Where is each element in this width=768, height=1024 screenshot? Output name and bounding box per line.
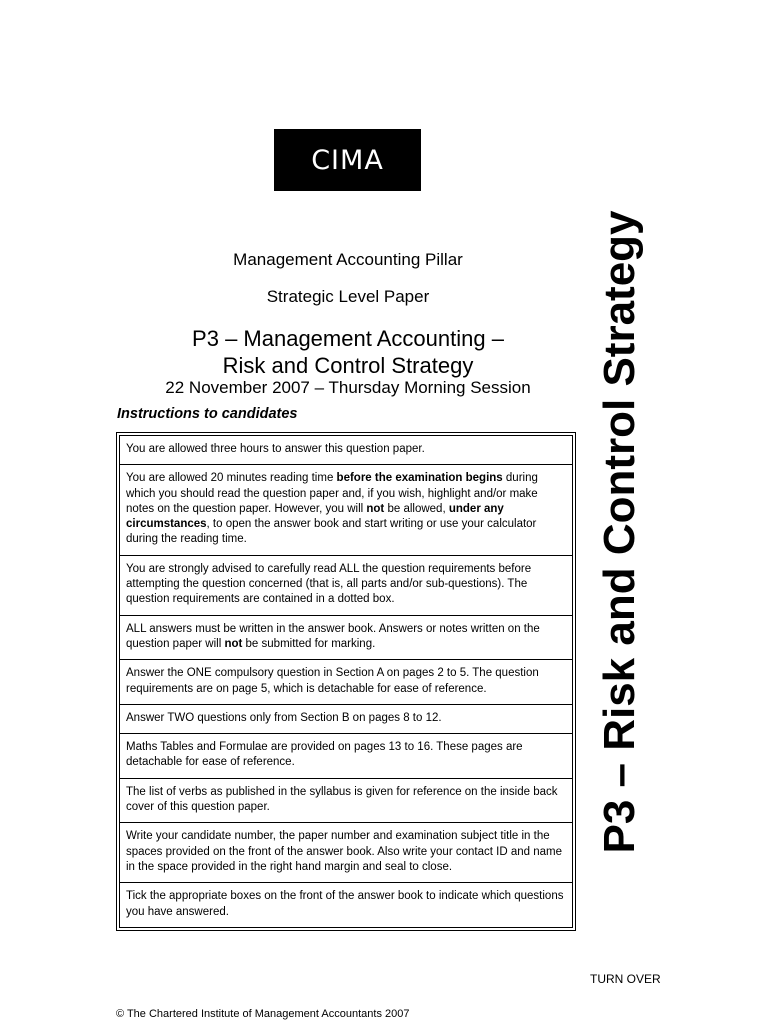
instructions-box: [116, 432, 576, 931]
turn-over-label: TURN OVER: [590, 972, 661, 986]
logo-text: CIMA: [311, 144, 384, 176]
instruction-text: ALL answers must be written in the answer book. Answers or notes written on the question paper will: [126, 622, 540, 650]
instruction-text: Tick the appropriate boxes on the front of the answer book to indicate which questions you have answered.: [126, 890, 564, 918]
instruction-text: Write your candidate number, the paper number and examination subject title in the spaces provided on the front of the answer book. Also write your contact ID and name in the space provided in the right hand margin and seal to close.: [126, 830, 562, 873]
instruction-text: be allowed,: [384, 502, 449, 515]
instruction-text: Answer the ONE compulsory question in Section A on pages 2 to 5. The question requirements are on page 5, which is detachable for ease of reference.: [126, 667, 539, 695]
instruction-text: during which you should read the question paper and, if you wish, highlight and/or make notes on the question paper. However, you will: [126, 472, 538, 515]
instruction-emphasis: under any circumstances: [126, 502, 504, 531]
instruction-emphasis: not: [224, 637, 243, 650]
instruction-item: [120, 822, 572, 882]
pillar-label: Management Accounting Pillar: [233, 250, 463, 269]
instruction-text: You are allowed three hours to answer this question paper.: [126, 443, 425, 455]
level-label: Strategic Level Paper: [266, 287, 430, 306]
instruction-text: The list of verbs as published in the syllabus is given for reference on the inside back cover of this question paper.: [126, 785, 558, 814]
cima-logo: [274, 129, 421, 191]
instruction-item: [120, 882, 572, 927]
exam-session: 22 November 2007 – Thursday Morning Session: [165, 378, 531, 397]
instruction-emphasis: not: [366, 502, 385, 515]
instruction-text: Answer TWO questions only from Section B on pages 8 to 12.: [126, 711, 442, 724]
paper-title-line2: Risk and Control Strategy: [222, 353, 474, 378]
instructions-heading: Instructions to candidates: [117, 406, 298, 422]
copyright-notice: © The Chartered Institute of Management Accountants 2007: [116, 1008, 410, 1020]
instruction-text: You are allowed 20 minutes reading time: [126, 472, 337, 485]
instruction-item: [120, 436, 572, 464]
instruction-item: [120, 704, 572, 733]
instruction-item: [120, 733, 572, 778]
instruction-item: [120, 659, 572, 704]
instruction-text: , to open the answer book and start writing or use your calculator during the reading time.: [126, 518, 537, 546]
instruction-item: [120, 615, 572, 660]
instruction-text: You are strongly advised to carefully read ALL the question requirements before attempting the question concerned (that is, all parts and/or sub-questions). The question requirements are contained in a dotted box.: [126, 562, 532, 606]
instruction-emphasis: before the examination begins: [336, 472, 503, 485]
instruction-text: Maths Tables and Formulae are provided on pages 13 to 16. These pages are detachable for ease of reference.: [126, 741, 523, 769]
side-title-text: P3 – Risk and Control Strategy: [595, 210, 644, 854]
instruction-item: [120, 555, 572, 615]
instructions-list: [119, 435, 573, 928]
instruction-text: be submitted for marking.: [242, 637, 376, 650]
instruction-item: [120, 778, 572, 823]
instruction-item: [120, 464, 572, 554]
paper-title-line1: P3 – Management Accounting –: [192, 326, 504, 351]
